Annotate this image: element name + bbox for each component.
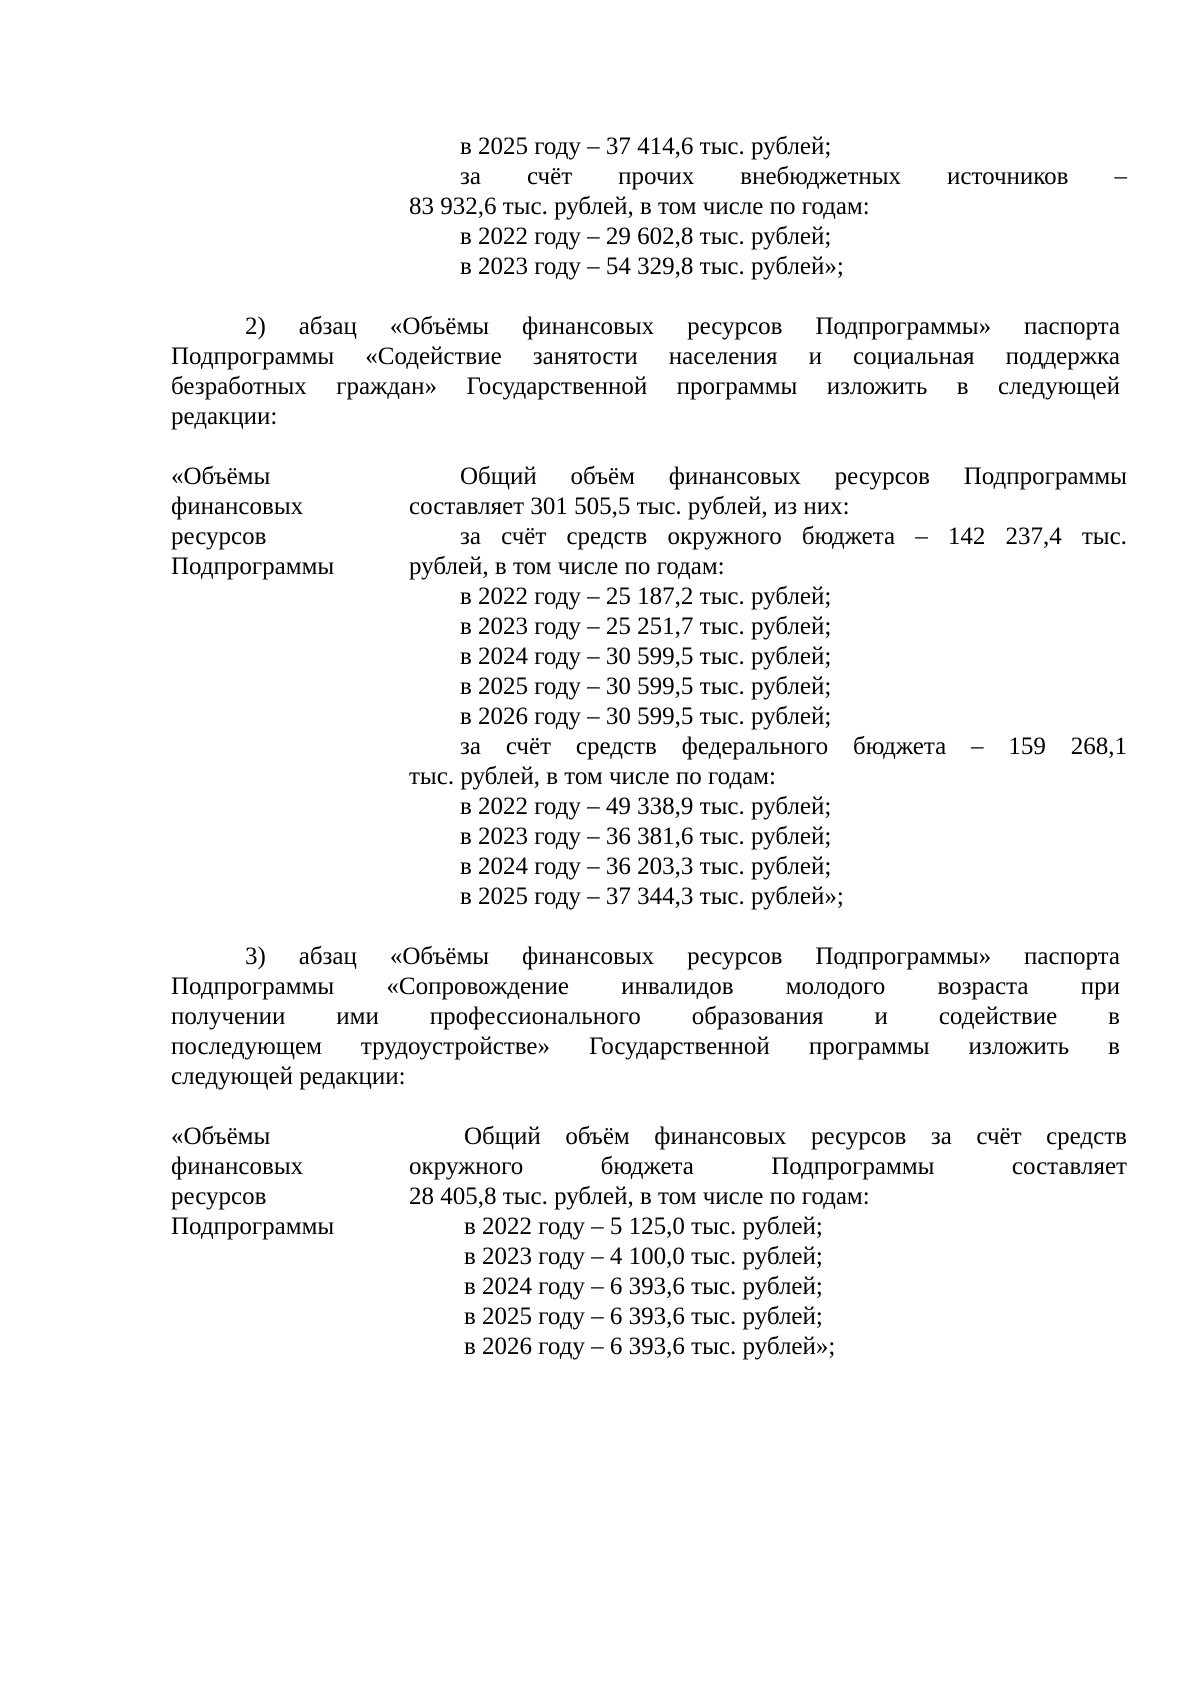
word: населения (668, 343, 778, 370)
table-value-line (409, 1152, 1127, 1182)
year-line: в 2025 году – 6 393,6 тыс. рублей; (464, 1303, 823, 1330)
text-line: в 2022 году – 29 602,8 тыс. рублей; (460, 223, 832, 250)
word: объём (570, 463, 635, 490)
text-line: 83 932,6 тыс. рублей, в том числе по годам: (409, 193, 870, 220)
word: внебюджетных (740, 163, 902, 190)
table-value-line (464, 1122, 1127, 1152)
word: возраста (937, 973, 1029, 1000)
table-value-line (460, 462, 1127, 492)
word: объём (565, 1123, 630, 1150)
word: получении (171, 1003, 286, 1030)
word: в (956, 373, 969, 400)
word: инвалидов (621, 973, 734, 1000)
year-line: в 2023 году – 36 381,6 тыс. рублей; (460, 823, 832, 850)
table-label-line: финансовых (171, 1153, 304, 1180)
word: окружного (409, 1153, 524, 1180)
table-value-line (460, 732, 1127, 762)
paragraph-line: редакции: (171, 403, 278, 430)
word: ресурсов (687, 313, 783, 340)
word: бюджета (801, 523, 896, 550)
word: финансовых (654, 1123, 787, 1150)
year-line: в 2023 году – 25 251,7 тыс. рублей; (460, 613, 832, 640)
word: источников (947, 163, 1069, 190)
word: последующем (171, 1033, 322, 1060)
word: Государственной (466, 373, 648, 400)
word: в (1108, 1003, 1120, 1030)
word: занятости (532, 343, 638, 370)
word: «Объёмы (389, 943, 490, 970)
table-label-line: Подпрограммы (171, 553, 335, 580)
word: паспорта (1024, 943, 1120, 970)
table-value-line: 28 405,8 тыс. рублей, в том числе по годам: (409, 1183, 870, 1210)
word: счёт (505, 733, 552, 760)
word: поддержка (1005, 343, 1120, 370)
word: и (808, 343, 822, 370)
word: молодого (785, 973, 886, 1000)
paragraph-line (245, 312, 1120, 342)
word: счёт (526, 163, 573, 190)
table-value-line: рублей, в том числе по годам: (409, 553, 725, 580)
paragraph-line: следующей редакции: (171, 1063, 406, 1090)
word: 142 (947, 523, 986, 550)
word: федерального (681, 733, 829, 760)
word: изложить (826, 373, 928, 400)
word: финансовых (522, 943, 655, 970)
word: 237,4 (1005, 523, 1062, 550)
word: составляет (1011, 1153, 1127, 1180)
table-label-line: «Объёмы (171, 1123, 271, 1150)
word: программы (808, 1033, 930, 1060)
word: граждан» (336, 373, 438, 400)
word: – (915, 523, 928, 550)
word: «Объёмы (389, 313, 490, 340)
word: ими (336, 1003, 379, 1030)
paragraph-line (171, 1002, 1120, 1032)
word: 159 (1008, 733, 1046, 760)
word: 2) (245, 313, 266, 340)
word: в (1108, 1033, 1120, 1060)
word: ресурсов (687, 943, 783, 970)
word: средств (575, 733, 657, 760)
word: 268,1 (1070, 733, 1127, 760)
word: ресурсов (810, 1123, 907, 1150)
table-label-line: ресурсов (171, 523, 267, 550)
word: за (460, 733, 481, 760)
word: за (460, 163, 481, 190)
word: 3) (245, 943, 266, 970)
word: образования (691, 1003, 824, 1030)
word: ресурсов (834, 463, 930, 490)
table-label-line: «Объёмы (171, 463, 271, 490)
year-line: в 2022 году – 49 338,9 тыс. рублей; (460, 793, 832, 820)
word: следующей (998, 373, 1120, 400)
word: Подпрограммы» (815, 313, 992, 340)
table-value-line: тыс. рублей, в том числе по годам: (409, 763, 776, 790)
word: – (1114, 163, 1127, 190)
word: Подпрограммы (171, 343, 335, 370)
word: абзац (298, 313, 357, 340)
year-line: в 2023 году – 4 100,0 тыс. рублей; (464, 1243, 823, 1270)
word: трудоустройстве» (360, 1033, 550, 1060)
word: бюджета (600, 1153, 694, 1180)
year-line: в 2024 году – 30 599,5 тыс. рублей; (460, 643, 832, 670)
word: изложить (968, 1033, 1070, 1060)
year-line: в 2025 году – 37 344,3 тыс. рублей»; (460, 883, 844, 910)
word: средств (1046, 1123, 1127, 1150)
paragraph-line (171, 1032, 1120, 1062)
word: программы (676, 373, 798, 400)
word: за (460, 523, 481, 550)
word: тыс. (1081, 523, 1127, 550)
paragraph-line (171, 972, 1120, 1002)
year-line: в 2022 году – 5 125,0 тыс. рублей; (464, 1213, 823, 1240)
word: Подпрограммы (771, 1153, 935, 1180)
word: финансовых (522, 313, 655, 340)
word: при (1080, 973, 1120, 1000)
year-line: в 2024 году – 6 393,6 тыс. рублей; (464, 1273, 823, 1300)
year-line: в 2022 году – 25 187,2 тыс. рублей; (460, 583, 832, 610)
year-line: в 2026 году – 6 393,6 тыс. рублей»; (464, 1333, 836, 1360)
text-line: в 2025 году – 37 414,6 тыс. рублей; (460, 133, 832, 160)
word: Подпрограммы (171, 973, 335, 1000)
paragraph-line (245, 942, 1120, 972)
paragraph-line (171, 342, 1120, 372)
table-label-line: финансовых (171, 493, 304, 520)
word: абзац (298, 943, 357, 970)
word: паспорта (1024, 313, 1120, 340)
text-line: в 2023 году – 54 329,8 тыс. рублей»; (460, 253, 844, 280)
word: прочих (618, 163, 695, 190)
word: и (874, 1003, 888, 1030)
word: Государственной (589, 1033, 770, 1060)
word: содействие (938, 1003, 1058, 1030)
word: «Сопровождение (386, 973, 569, 1000)
justified-line (460, 162, 1127, 192)
word: «Содействие (365, 343, 502, 370)
word: средств (566, 523, 648, 550)
word: финансовых (668, 463, 801, 490)
word: Подпрограммы» (815, 943, 992, 970)
paragraph-line (171, 372, 1120, 402)
word: счёт (501, 523, 547, 550)
word: окружного (667, 523, 782, 550)
word: счёт (976, 1123, 1022, 1150)
word: – (971, 733, 984, 760)
word: бюджета (852, 733, 947, 760)
year-line: в 2026 году – 30 599,5 тыс. рублей; (460, 703, 832, 730)
table-value-line: составляет 301 505,5 тыс. рублей, из них: (409, 493, 850, 520)
word: за (930, 1123, 952, 1150)
word: безработных (171, 373, 307, 400)
table-label-line: Подпрограммы (171, 1213, 335, 1240)
word: Подпрограммы (963, 463, 1127, 490)
word: Общий (464, 1123, 541, 1150)
table-label-line: ресурсов (171, 1183, 267, 1210)
year-line: в 2025 году – 30 599,5 тыс. рублей; (460, 673, 832, 700)
word: социальная (853, 343, 975, 370)
year-line: в 2024 году – 36 203,3 тыс. рублей; (460, 853, 832, 880)
table-value-line (460, 522, 1127, 552)
word: Общий (460, 463, 537, 490)
word: профессионального (429, 1003, 641, 1030)
